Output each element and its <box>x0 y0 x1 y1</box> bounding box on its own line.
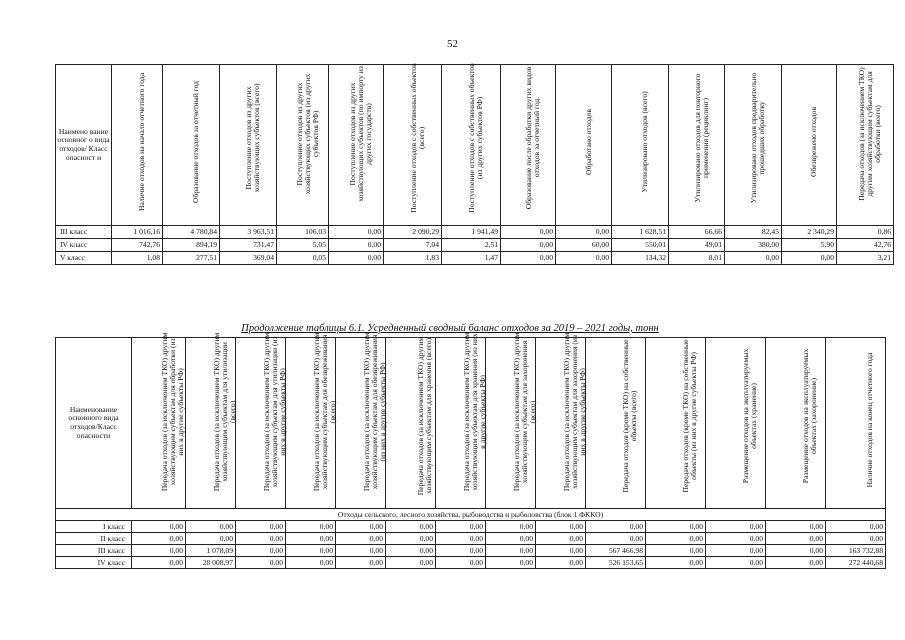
table-cell: 0,00 <box>486 521 536 533</box>
row-label: IV класс <box>56 239 112 252</box>
table-cell: 0,00 <box>556 252 612 265</box>
table-cell: 0,00 <box>556 226 612 239</box>
table-cell: 369,04 <box>220 252 277 265</box>
column-header <box>436 332 487 509</box>
table-cell: 49,01 <box>669 239 725 252</box>
table-cell: 567 466,98 <box>586 545 646 557</box>
page-number: 52 <box>447 38 458 50</box>
column-header-text: Передача отходов (за исключением ТКО) другим хозяйствующим субъектам для захоронения (всего) <box>511 332 537 492</box>
table-cell: 2 090,29 <box>384 226 442 239</box>
table-cell: 742,76 <box>112 239 163 252</box>
table-cell: 0,00 <box>436 533 486 545</box>
column-header <box>586 338 646 509</box>
column-header <box>329 65 384 226</box>
row-label: I класс <box>56 521 132 533</box>
table-cell: 0,00 <box>486 545 536 557</box>
column-header-text: Передача отходов (за исключением ТКО) другим хозяйствующим субъектам для обезвреживания (всего) <box>311 332 337 492</box>
table-cell: 0,00 <box>286 533 336 545</box>
column-header-text: Поступление отходов с собственных объектов (из других субъектов РФ) <box>467 63 484 213</box>
column-header-text: Передача отходов (за исключением ТКО) другим хозяйствующим субъектам для утилизации (всего) <box>211 332 237 492</box>
column-header-text: Обезврежено отходов <box>809 106 819 178</box>
table-row <box>56 521 886 533</box>
column-header-text: Поступление отходов из других хозяйствующих субъектов (из других субъектов РФ) <box>294 73 320 195</box>
table-cell: 0,00 <box>646 545 706 557</box>
column-header <box>837 65 894 226</box>
table-cell: 0,00 <box>536 521 586 533</box>
table-cell: 0,00 <box>286 545 336 557</box>
row-label: IV класс <box>56 557 132 569</box>
column-header-text: Наличие отходов на начало отчетного года <box>137 72 147 212</box>
column-header-text: Передача отходов (за исключением ТКО) другим хозяйствующим субъектам для хранения (из них в другие субъекты РФ) <box>461 332 487 492</box>
row-header-cell: Наименование основного вида отходов/Класс опасности <box>56 338 132 509</box>
table-cell: 0,00 <box>706 533 766 545</box>
column-header <box>163 65 220 226</box>
table-cell: 0,00 <box>501 252 556 265</box>
table-cell: 0,00 <box>329 252 384 265</box>
table-cell: 0,00 <box>436 545 486 557</box>
table-cell: 277,51 <box>163 252 220 265</box>
table-cell: 0,00 <box>336 533 386 545</box>
table-cell: 2,51 <box>442 239 501 252</box>
table-cell: 7,04 <box>384 239 442 252</box>
column-header <box>132 332 186 509</box>
table-cell: 0,00 <box>766 557 826 569</box>
column-header <box>486 332 537 509</box>
table-cell: 0,00 <box>436 557 486 569</box>
column-header-text: Передача отходов (кроме ТКО) на собственные объекты (из них в другие субъекты РФ) <box>680 339 698 493</box>
column-header-text: Передача отходов (кроме ТКО) на собственные объекты (всего) <box>620 339 638 493</box>
column-header <box>286 332 337 509</box>
column-header <box>277 65 329 226</box>
table-cell: 1,08 <box>112 252 163 265</box>
table-cell: 0,00 <box>386 533 436 545</box>
table-cell: 0,00 <box>536 533 586 545</box>
table-cell: 2 340,29 <box>782 226 837 239</box>
table-cell: 0,00 <box>286 557 336 569</box>
table-cell: 0,00 <box>782 252 837 265</box>
table-cell: 0,00 <box>329 226 384 239</box>
table-row <box>56 226 894 239</box>
column-header <box>384 65 442 226</box>
column-header <box>669 65 725 226</box>
row-label: V класс <box>56 252 112 265</box>
table-cell: 0,00 <box>501 239 556 252</box>
table-cell: 0,00 <box>706 521 766 533</box>
column-header <box>725 65 782 226</box>
table-cell: 0,00 <box>132 533 186 545</box>
column-header <box>501 65 556 226</box>
table-cell: 0,00 <box>501 226 556 239</box>
column-header <box>112 65 163 226</box>
table-cell: 66,66 <box>669 226 725 239</box>
table-caption: Продолжение таблицы 6.1. Усредненный сводный баланс отходов за 2019 – 2021 годы, тонн <box>241 323 659 334</box>
table-cell: 1,47 <box>442 252 501 265</box>
column-header-text: Передача отходов (за исключением ТКО) другим хозяйствующим субъектам для обезвреживания (из них в другие субъекты РФ) <box>361 332 387 492</box>
header-row <box>56 65 894 226</box>
table-cell: 0,00 <box>586 521 646 533</box>
column-header <box>536 332 587 509</box>
row-label: III класс <box>56 545 132 557</box>
column-header <box>612 65 669 226</box>
table-cell: 28 008,97 <box>186 557 236 569</box>
table-cell: 0,00 <box>336 545 386 557</box>
table-cell: 0,00 <box>386 557 436 569</box>
column-header <box>766 338 826 509</box>
table-cell: 0,00 <box>386 521 436 533</box>
table-cell: 0,00 <box>329 239 384 252</box>
row-label: II класс <box>56 533 132 545</box>
table-cell: 380,00 <box>725 239 782 252</box>
table-cell: 0,00 <box>766 521 826 533</box>
section-row <box>56 509 886 521</box>
table-cell: 0,00 <box>486 533 536 545</box>
table-cell: 526 153,65 <box>586 557 646 569</box>
table-cell: 0,00 <box>706 557 766 569</box>
table-cell: 0,00 <box>586 533 646 545</box>
column-header <box>236 332 287 509</box>
table-cell: 0,05 <box>277 252 329 265</box>
table-cell: 0,00 <box>646 557 706 569</box>
column-header-text: Размещение отходов на эксплуатируемых объектах (захоронение) <box>800 348 818 484</box>
column-header-text: Поступление отходов из других хозяйствующих субъектов (по импорту из других государств) <box>348 66 373 202</box>
table-cell: 0,00 <box>536 545 586 557</box>
waste-balance-table-part-2 <box>55 332 886 569</box>
waste-balance-table-part-1 <box>55 64 894 265</box>
table-cell: 0,86 <box>837 226 894 239</box>
table-cell: 0,00 <box>646 521 706 533</box>
column-header <box>186 332 237 509</box>
table-cell: 0,00 <box>826 533 886 545</box>
table-cell: 5,05 <box>277 239 329 252</box>
column-header <box>220 65 277 226</box>
table-cell: 0,00 <box>706 545 766 557</box>
table-cell: 1 941,49 <box>442 226 501 239</box>
table-cell: 0,00 <box>236 545 286 557</box>
row-label: III класс <box>56 226 112 239</box>
table-cell: 3,21 <box>837 252 894 265</box>
table-cell: 0,00 <box>646 533 706 545</box>
table-cell: 5,90 <box>782 239 837 252</box>
row-header-cell: Наимено вание основног о вида отходов/ Класс опасност и <box>56 65 112 226</box>
column-header-text: Наличие отходов на конец отчетного года <box>864 352 874 488</box>
column-header-text: Размещение отходов на эксплуатируемых объектах (хранение) <box>740 348 758 484</box>
section-title: Отходы сельского, лесного хозяйства, рыбоводства и рыболовства (блок 1 ФККО) <box>56 509 886 521</box>
table-cell: 3 963,51 <box>220 226 277 239</box>
column-header-text: Утилизировано отходов предварительно прошедших обработку <box>749 72 766 204</box>
table-cell: 134,32 <box>612 252 669 265</box>
column-header-text: Поступление отходов с собственных объектов (всего) <box>408 63 426 213</box>
column-header-text: Поступление отходов из других хозяйствующих субъектов (всего) <box>244 83 261 193</box>
table-cell: 163 732,88 <box>826 545 886 557</box>
column-header <box>336 332 387 509</box>
table-cell: 4 780,84 <box>163 226 220 239</box>
column-header <box>442 65 501 226</box>
table-cell: 1 628,51 <box>612 226 669 239</box>
table-cell: 0,00 <box>826 521 886 533</box>
table-cell: 0,00 <box>286 521 336 533</box>
table-cell: 550,01 <box>612 239 669 252</box>
table-row <box>56 557 886 569</box>
table-row <box>56 239 894 252</box>
table-cell: 8,01 <box>669 252 725 265</box>
table-cell: 0,00 <box>236 533 286 545</box>
column-header-text: Передача отходов (за исключением ТКО) другим хозяйствующим субъектам для хранения (всего) <box>415 336 433 496</box>
table-cell: 0,00 <box>725 252 782 265</box>
table-cell: 0,00 <box>132 521 186 533</box>
column-header <box>826 338 886 509</box>
table-cell: 731,47 <box>220 239 277 252</box>
table-cell: 60,00 <box>556 239 612 252</box>
table-row <box>56 545 886 557</box>
column-header-text: Передача отходов (за исключением ТКО) другим хозяйствующим субъектам для утилизации (из них в другие субъекты РФ) <box>261 332 287 492</box>
table-cell: 0,00 <box>386 545 436 557</box>
table-cell: 272 440,68 <box>826 557 886 569</box>
table-cell: 894,19 <box>163 239 220 252</box>
table-cell: 0,00 <box>436 521 486 533</box>
table-cell: 0,00 <box>236 521 286 533</box>
table-cell: 0,00 <box>536 557 586 569</box>
table-cell: 0,00 <box>186 521 236 533</box>
column-header <box>782 65 837 226</box>
column-header-text: Утилизировано отходов (всего) <box>640 91 650 193</box>
column-header <box>706 338 766 509</box>
table-cell: 106,03 <box>277 226 329 239</box>
column-header-text: Передача отходов (за исключением ТКО) другим хозяйствующим субъектам для обработки (всего) <box>857 67 882 201</box>
column-header <box>386 338 436 509</box>
table-cell: 0,00 <box>336 557 386 569</box>
column-header <box>556 65 612 226</box>
table-cell: 82,45 <box>725 226 782 239</box>
table-cell: 0,00 <box>132 545 186 557</box>
table-cell: 0,00 <box>766 533 826 545</box>
table-cell: 42,76 <box>837 239 894 252</box>
table-row <box>56 252 894 265</box>
column-header-text: Утилизировано отходов для повторного применения (рециклинг) <box>692 73 710 203</box>
table-cell: 0,00 <box>132 557 186 569</box>
table-cell: 1 016,16 <box>112 226 163 239</box>
table-cell: 0,00 <box>336 521 386 533</box>
column-header-text: Обработано отходов <box>583 109 593 175</box>
header-row <box>56 338 886 509</box>
column-header <box>646 338 706 509</box>
column-header-text: Образование после обработки других видов отходов за отчетный год <box>524 66 541 210</box>
table-row <box>56 533 886 545</box>
column-header-text: Передача отходов (за исключением ТКО) другим хозяйствующим субъектам для обработки (из них в другие субъекты РФ) <box>159 332 185 492</box>
column-header-text: Передача отходов (за исключением ТКО) другим хозяйствующим субъектам для захоронения (из них в другие субъекты РФ) <box>561 332 587 492</box>
column-header-text: Образование отходов за отчетный год <box>191 80 201 204</box>
table-cell: 1,83 <box>384 252 442 265</box>
table-cell: 0,00 <box>186 533 236 545</box>
table-cell: 1 078,09 <box>186 545 236 557</box>
table-cell: 0,00 <box>486 557 536 569</box>
table-cell: 0,00 <box>766 545 826 557</box>
table-cell: 0,00 <box>236 557 286 569</box>
